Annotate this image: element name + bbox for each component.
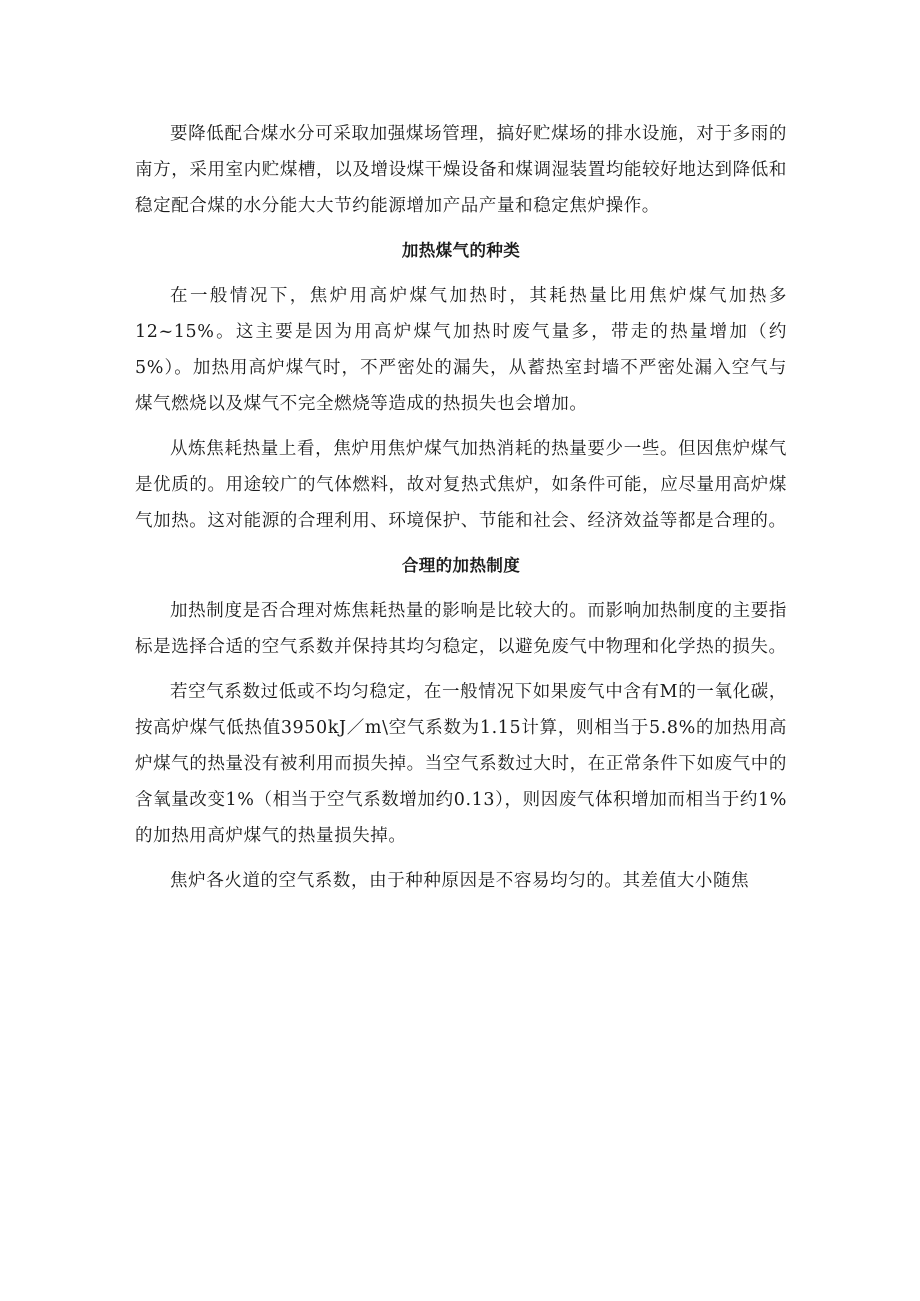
paragraph-air-coefficient: 若空气系数过低或不均匀稳定，在一般情况下如果废气中含有M的一氧化碳，按高炉煤气低热值3950kJ／m\空气系数为1.15计算，则相当于5.8%的加热用高炉煤气的热量没有被利用而损失掉。当空气系数过大时，在正常条件下如废气中的含氧量改变1%（相当于空气系数增加约0.13），则因废气体积增加而相当于约1%的加热用高炉煤气的热量损失掉。 [135, 682, 787, 846]
paragraph-coal-moisture: 要降低配合煤水分可采取加强煤场管理，搞好贮煤场的排水设施，对于多雨的南方，采用室内贮煤槽，以及增设煤干燥设备和煤调湿装置均能较好地达到降低和稳定配合煤的水分能大大节约能源增加产品产量和稳定焦炉操作。 [135, 124, 787, 216]
document-body [135, 116, 787, 908]
heading-heating-regime: 合理的加热制度 [401, 556, 521, 575]
paragraph-heating-regime: 加热制度是否合理对炼焦耗热量的影响是比较大的。而影响加热制度的主要指标是选择合适的空气系数并保持其均匀稳定，以避免废气中物理和化学热的损失。 [135, 601, 787, 657]
heading-heating-gas-types: 加热煤气的种类 [401, 241, 521, 260]
paragraph-blast-furnace-gas: 在一般情况下，焦炉用高炉煤气加热时，其耗热量比用焦炉煤气加热多12~15%。这主要是因为用高炉煤气加热时废气量多，带走的热量增加（约5%）。加热用高炉煤气时，不严密处的漏失，从蓄热室封墙不严密处漏入空气与煤气燃烧以及煤气不完全燃烧等造成的热损失也会增加。 [135, 286, 787, 414]
paragraph-coking-heat-consumption: 从炼焦耗热量上看，焦炉用焦炉煤气加热消耗的热量要少一些。但因焦炉煤气是优质的。用途较广的气体燃料，故对复热式焦炉，如条件可能，应尽量用高炉煤气加热。这对能源的合理利用、环境保护、节能和社会、经济效益等都是合理的。 [135, 439, 787, 531]
paragraph-flue-air-coefficient: 焦炉各火道的空气系数，由于种种原因是不容易均匀的。其差值大小随焦 [170, 871, 750, 891]
